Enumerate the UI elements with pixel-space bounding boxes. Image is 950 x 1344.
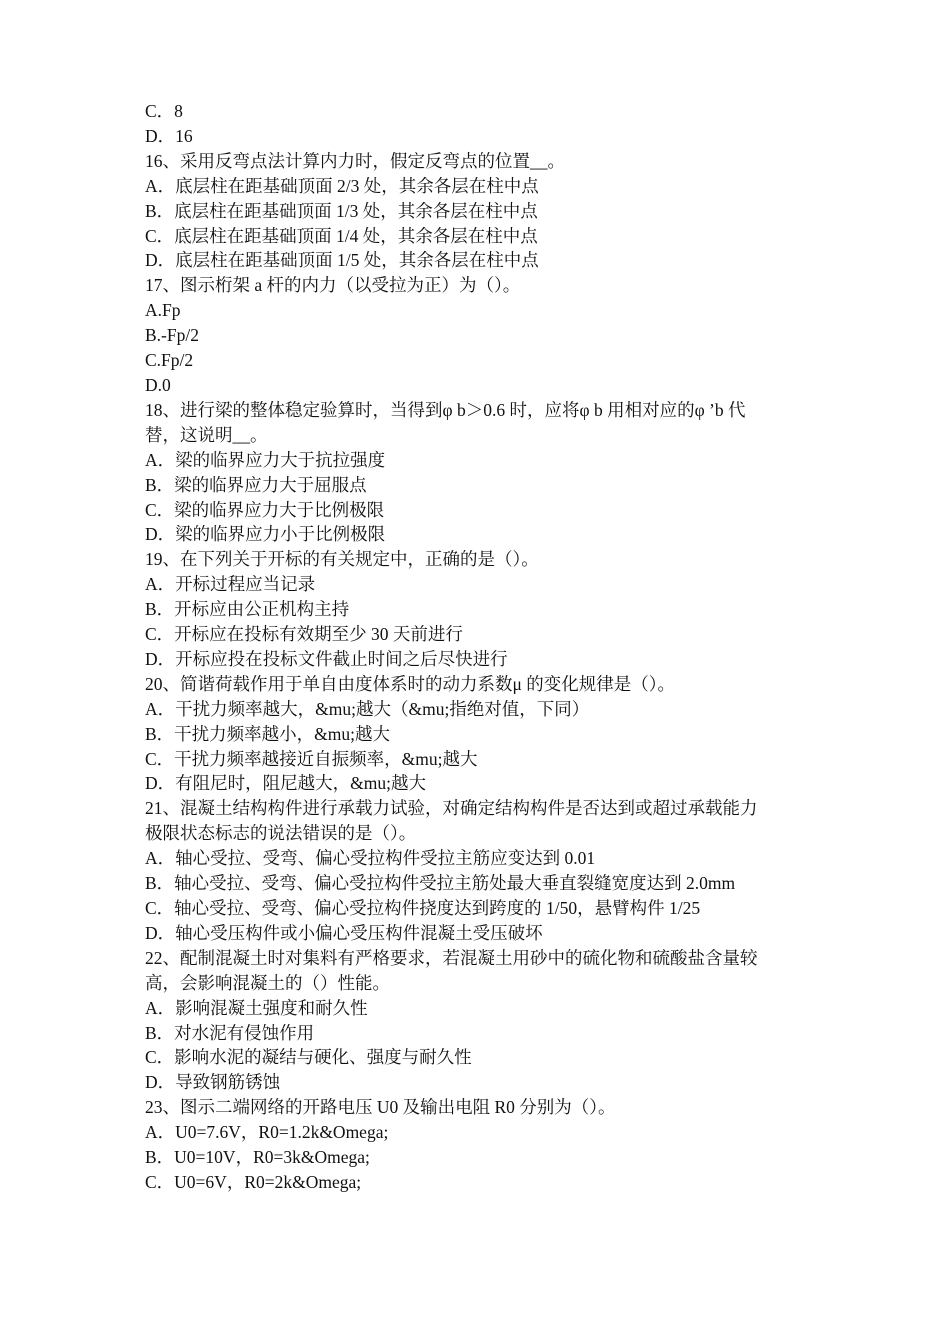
answer-option-line: D．底层柱在距基础顶面 1/5 处，其余各层在柱中点 [145,250,539,271]
question-21-stem-continued: 极限状态标志的说法错误的是（）。 [145,823,417,844]
answer-option-line: B．轴心受拉、受弯、偏心受拉构件受拉主筋处最大垂直裂缝宽度达到 2.0mm [145,873,736,894]
answer-option-line: C．影响水泥的凝结与硬化、强度与耐久性 [145,1047,472,1068]
answer-option-line: A．底层柱在距基础顶面 2/3 处，其余各层在柱中点 [145,175,539,196]
answer-option-line: B．U0=10V，R0=3k&Omega; [145,1147,370,1168]
answer-option-line: D．开标应投在投标文件截止时间之后尽快进行 [145,648,508,669]
answer-option-line: D．有阻尼时，阻尼越大，&mu;越大 [145,773,426,794]
answer-option-line: C．8 [145,101,183,121]
answer-option-line: D．梁的临界应力小于比例极限 [145,524,386,545]
question-19-stem: 19、在下列关于开标的有关规定中，正确的是（）。 [145,549,539,570]
answer-option-line: C.Fp/2 [145,350,194,371]
document-body [145,99,815,1195]
answer-option-line: A.Fp [145,300,181,321]
answer-option-line: D．轴心受压构件或小偏心受压构件混凝土受压破坏 [145,922,543,943]
question-21-stem: 21、混凝土结构构件进行承载力试验，对确定结构构件是否达到或超过承载能力 [145,798,758,819]
answer-option-line: D．16 [145,125,193,146]
answer-option-line: C．轴心受拉、受弯、偏心受拉构件挠度达到跨度的 1/50，悬臂构件 1/25 [145,898,701,918]
question-23-stem: 23、图示二端网络的开路电压 U0 及输出电阻 R0 分别为（）。 [145,1097,616,1118]
answer-option-line: C．干扰力频率越接近自振频率，&mu;越大 [145,748,478,769]
question-18-stem-continued: 替，这说明__。 [145,424,268,445]
answer-option-line: D.0 [145,374,171,395]
question-18-stem: 18、进行梁的整体稳定验算时，当得到φ b＞0.6 时，应将φ b 用相对应的φ ’b 代 [145,399,746,420]
answer-option-line: A．U0=7.6V，R0=1.2k&Omega; [145,1122,389,1143]
answer-option-line: B．梁的临界应力大于屈服点 [145,474,367,495]
answer-option-line: B．干扰力频率越小，&mu;越大 [145,723,391,744]
question-16-stem: 16、采用反弯点法计算内力时，假定反弯点的位置__。 [145,150,565,171]
answer-option-line: A．开标过程应当记录 [145,574,316,595]
answer-option-line: B．对水泥有侵蚀作用 [145,1022,315,1043]
answer-option-line: B．开标应由公正机构主持 [145,599,350,620]
answer-option-line: B．底层柱在距基础顶面 1/3 处，其余各层在柱中点 [145,200,538,221]
answer-option-line: A．影响混凝土强度和耐久性 [145,997,368,1018]
answer-option-line: C．开标应在投标有效期至少 30 天前进行 [145,624,463,645]
answer-option-line: D．导致钢筋锈蚀 [145,1072,281,1093]
answer-option-line: B.-Fp/2 [145,325,199,346]
answer-option-line: C．梁的临界应力大于比例极限 [145,499,385,520]
question-22-stem-continued: 高，会影响混凝土的（）性能。 [145,972,390,993]
question-20-stem: 20、简谐荷载作用于单自由度体系时的动力系数μ 的变化规律是（）。 [145,673,676,694]
answer-option-line: A．轴心受拉、受弯、偏心受拉构件受拉主筋应变达到 0.01 [145,848,596,869]
question-17-stem: 17、图示桁架 a 杆的内力（以受拉为正）为（）。 [145,275,521,296]
answer-option-line: C．底层柱在距基础顶面 1/4 处，其余各层在柱中点 [145,225,538,246]
answer-option-line: A．梁的临界应力大于抗拉强度 [145,449,386,470]
answer-option-line: C．U0=6V，R0=2k&Omega; [145,1171,362,1192]
question-22-stem: 22、配制混凝土时对集料有严格要求，若混凝土用砂中的硫化物和硫酸盐含量较 [145,947,758,968]
answer-option-line: A．干扰力频率越大，&mu;越大（&mu;指绝对值，下同） [145,698,590,719]
